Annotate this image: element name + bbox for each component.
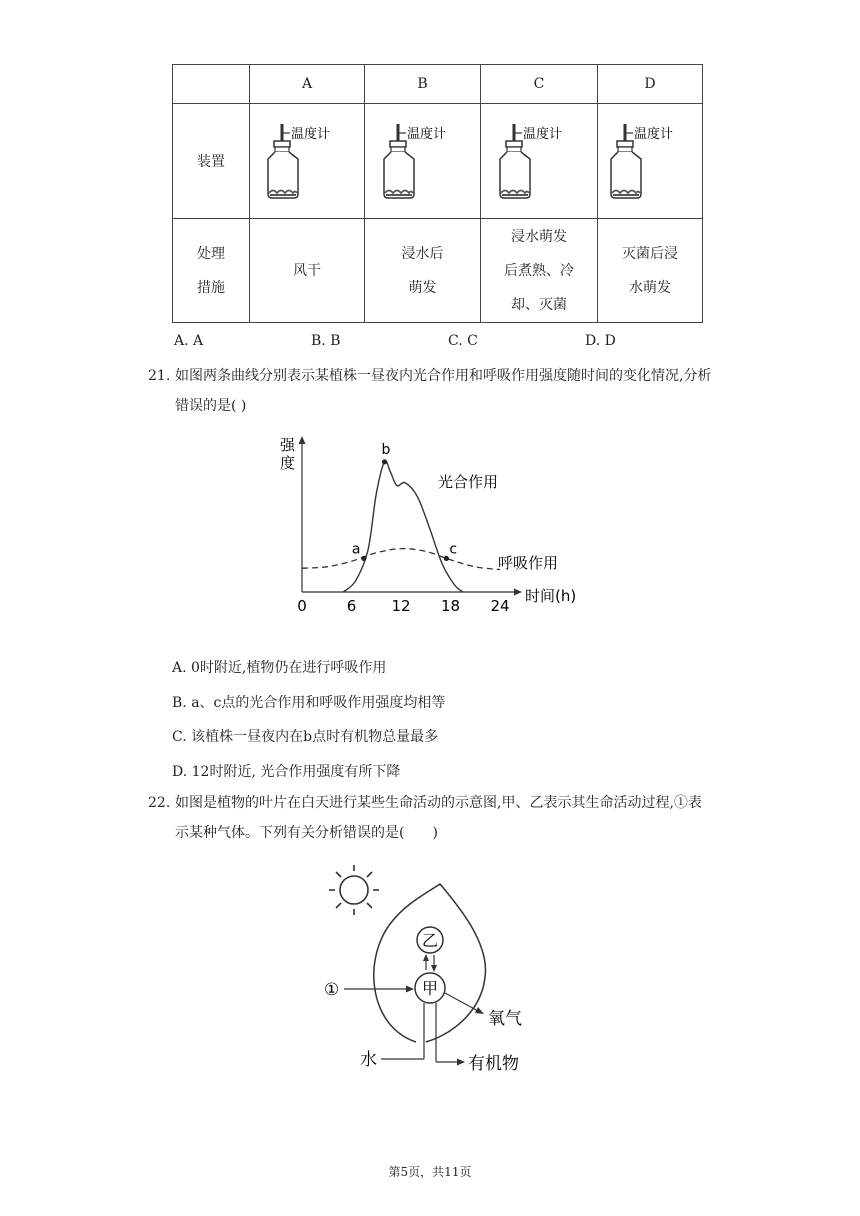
x-tick-label: 24	[490, 597, 510, 615]
treatment-cell: 灭菌后浸 水萌发	[598, 219, 703, 323]
treatment-cell: 浸水后 萌发	[365, 219, 481, 323]
respiration-series-line	[302, 549, 500, 570]
point-b-marker	[382, 459, 387, 464]
thermos-bottle-a	[250, 104, 365, 219]
thermometer-label: 温度计	[291, 127, 331, 142]
question-text: 如图两条曲线分别表示某植株一昼夜内光合作用和呼吸作用强度随时间的变化情况,分析错误的是( )	[175, 368, 712, 414]
leaf-process-diagram	[300, 862, 540, 1082]
table-header-cell: D	[598, 65, 703, 104]
thermometer-label: 温度计	[634, 127, 674, 142]
process-jia-label: 甲	[421, 979, 439, 998]
thermos-bottle-d	[598, 104, 703, 219]
x-tick-label: 12	[391, 597, 411, 615]
treatment-row-label: 处理 措施	[173, 219, 250, 323]
organic-matter-label: 有机物	[468, 1054, 519, 1074]
q21-option-b[interactable]: B. a、c点的光合作用和呼吸作用强度均相等	[172, 695, 446, 711]
option-d[interactable]: D. D	[585, 333, 616, 349]
table-header-cell: B	[365, 65, 481, 104]
question-number: 22.	[148, 795, 171, 811]
gas-label: ①	[324, 980, 340, 1000]
y-axis-arrow	[299, 436, 306, 444]
point-c-marker	[444, 556, 449, 561]
process-yi-label: 乙	[421, 931, 439, 950]
option-b[interactable]: B. B	[311, 333, 341, 349]
photosynthesis-series-label: 光合作用	[438, 473, 499, 491]
y-axis-label-char: 强	[280, 436, 296, 454]
sun-icon	[329, 865, 379, 915]
thermos-bottle-icon	[605, 114, 695, 204]
y-axis-label-char: 度	[280, 454, 296, 472]
x-tick-label: 0	[297, 597, 307, 615]
option-c[interactable]: C. C	[448, 333, 478, 349]
table-header-cell: C	[481, 65, 598, 104]
question-text: 如图是植物的叶片在白天进行某些生命活动的示意图,甲、乙表示其生命活动过程,①表示某种气体。下列有关分析错误的是( )	[175, 795, 702, 841]
photosynthesis-respiration-chart	[260, 430, 600, 615]
thermos-bottle-icon	[378, 114, 468, 204]
table-header-cell	[173, 65, 250, 104]
treatment-cell: 浸水萌发 后煮熟、冷 却、灭菌	[481, 219, 598, 323]
respiration-series-label: 呼吸作用	[498, 554, 559, 572]
point-a-marker	[361, 556, 366, 561]
thermometer-label: 温度计	[523, 127, 563, 142]
page-footer: 第5页，共11页	[388, 1165, 472, 1179]
table-header-cell: A	[250, 65, 365, 104]
q21-option-c[interactable]: C. 该植株一昼夜内在b点时有机物总量最多	[172, 729, 439, 745]
thermos-bottle-c	[481, 104, 598, 219]
x-axis-arrow	[514, 589, 522, 596]
point-b-label: b	[381, 441, 391, 458]
thermos-bottle-icon	[262, 114, 352, 204]
point-c-label: c	[449, 541, 458, 558]
x-axis-label: 时间(h)	[525, 587, 577, 605]
question-number: 21.	[148, 368, 171, 384]
treatment-cell: 风干	[250, 219, 365, 323]
thermometer-label: 温度计	[406, 127, 446, 142]
water-label: 水	[360, 1050, 377, 1070]
point-a-label: a	[351, 541, 361, 558]
device-row-label: 装置	[173, 104, 250, 219]
x-tick-label: 6	[346, 597, 357, 615]
q21-option-a[interactable]: A. 0时附近,植物仍在进行呼吸作用	[172, 660, 387, 676]
experiment-table	[172, 64, 703, 323]
q21-option-d[interactable]: D. 12时附近, 光合作用强度有所下降	[172, 764, 401, 780]
leaf-outline-icon	[374, 884, 486, 1042]
thermos-bottle-icon	[494, 114, 584, 204]
oxygen-label: 氧气	[488, 1009, 522, 1029]
x-tick-label: 18	[440, 597, 461, 615]
thermos-bottle-b	[365, 104, 481, 219]
option-a[interactable]: A. A	[174, 333, 204, 349]
